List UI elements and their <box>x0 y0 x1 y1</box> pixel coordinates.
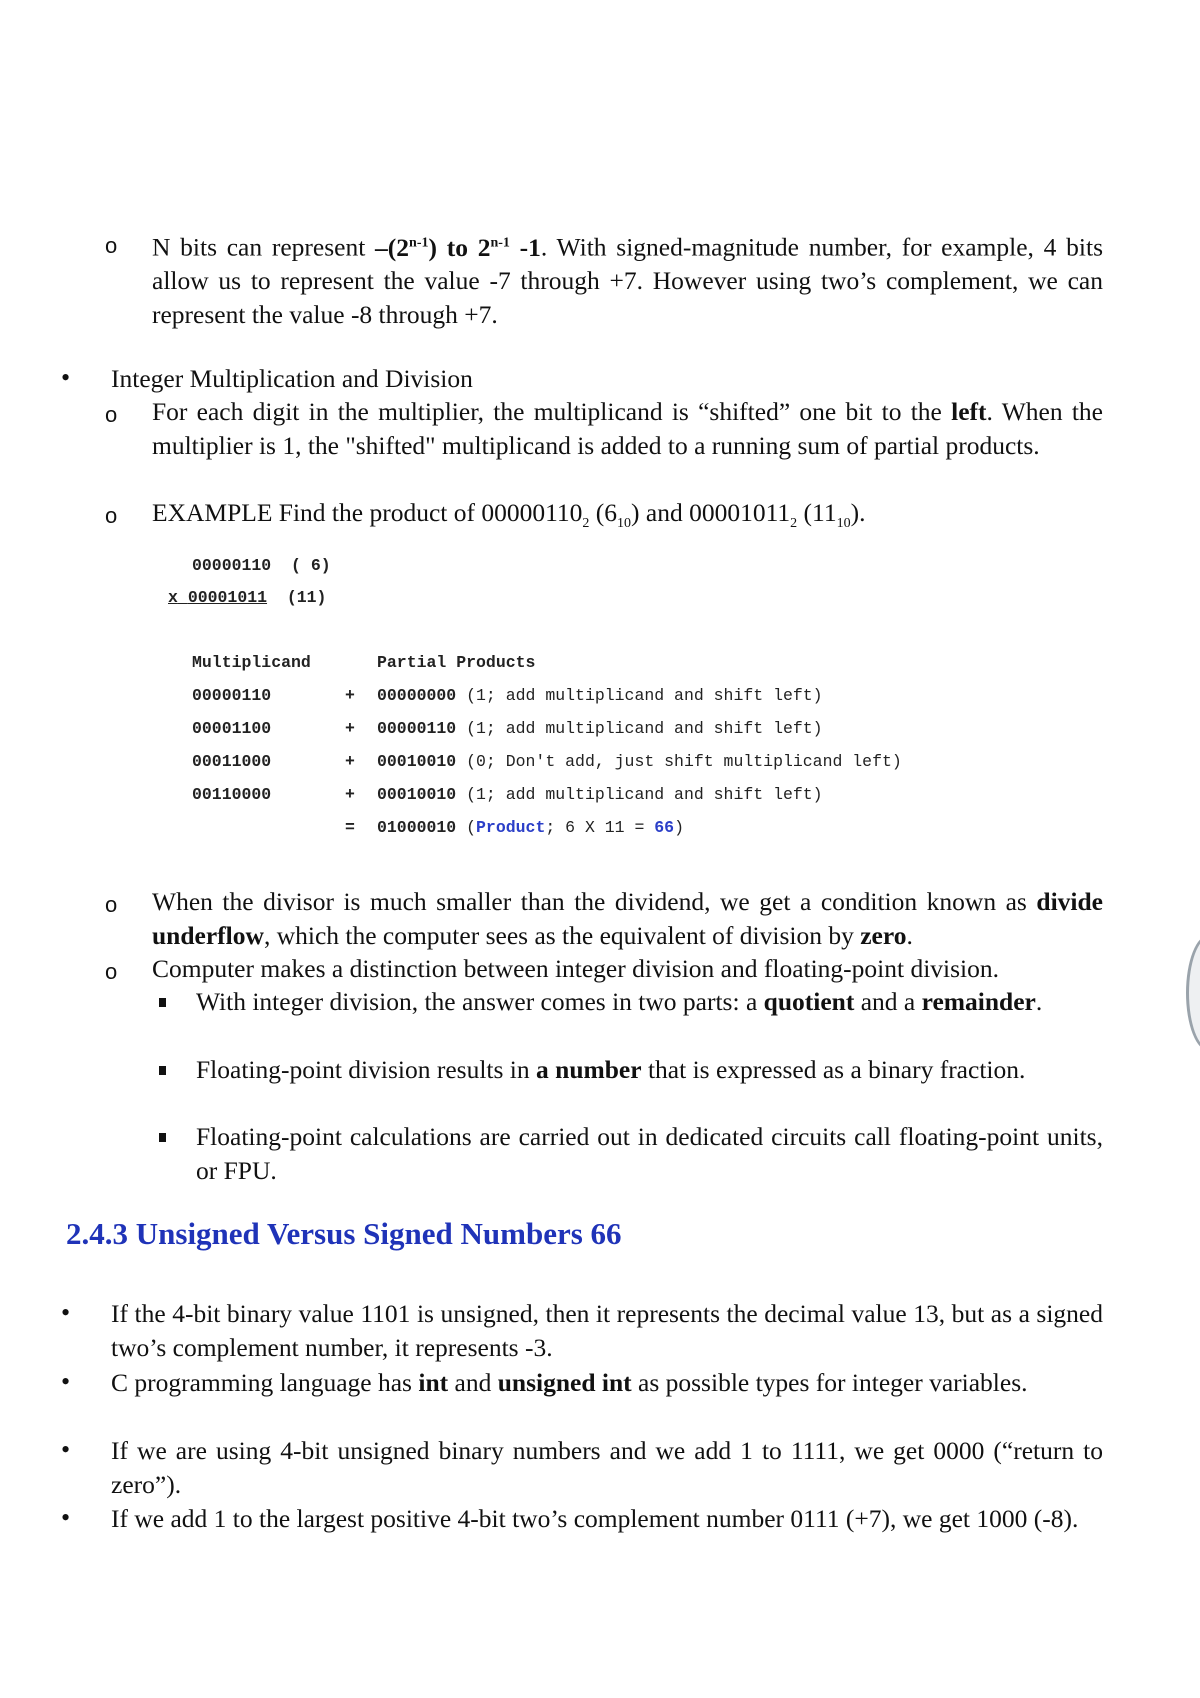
bullet-dot: • <box>61 1367 71 1396</box>
circle-bullet: o <box>105 959 118 984</box>
row-op: + <box>345 719 355 738</box>
example-sub-3: 2 <box>790 516 798 532</box>
circle-bullet: o <box>105 892 118 917</box>
bullet-integer-multiplication <box>61 362 1103 396</box>
header-multiplicand: Multiplicand <box>192 653 311 672</box>
n-bits-range-to: ) to 2 <box>428 232 491 262</box>
shift-left-bold: left <box>951 397 987 426</box>
square-bullet <box>159 1133 166 1142</box>
bullet-mult-text: Integer Multiplication and Division <box>111 364 473 393</box>
row-partial-value: 00000000 <box>377 686 457 705</box>
row-note: (1; add multiplicand and shift left) <box>456 785 823 804</box>
result-value: 01000010 <box>377 818 457 837</box>
example-text-1: EXAMPLE Find the product of 00000110 <box>152 498 583 527</box>
multiplier-value: 00001011 <box>187 588 268 607</box>
row-multiplicand: 00011000 <box>192 752 272 771</box>
float-text-1: Floating-point division results in <box>196 1055 537 1084</box>
square-item-fpu <box>196 1120 1103 1187</box>
bullet-1111 <box>61 1434 1103 1501</box>
distinction-text: Computer makes a distinction between integer division and floating-point division. <box>152 954 1000 983</box>
row-partial-value: 00010010 <box>377 752 457 771</box>
result-open: ( <box>456 818 477 837</box>
row-partial <box>377 752 902 772</box>
n-bits-text-1: N bits can represent <box>152 232 376 262</box>
result-op: = <box>345 818 355 837</box>
subitem-divide-underflow <box>105 885 1103 952</box>
fpu-text: Floating-point calculations are carried out in dedicated circuits call floating-point units, or FPU. <box>196 1122 1103 1185</box>
integer-text-3: . <box>1035 987 1043 1016</box>
example-sub-4: 10 <box>836 516 851 532</box>
bullet-1101-text: If the 4-bit binary value 1101 is unsigned, then it represents the decimal value 13, but as a signed two’s complement number, it represents -3. <box>111 1299 1103 1362</box>
row-op: + <box>345 785 355 804</box>
underflow-bold: divide underflow <box>152 887 1103 950</box>
row-multiplicand: 00110000 <box>192 785 272 804</box>
subitem-example <box>105 496 1103 541</box>
c-text-3: as possible types for integer variables. <box>631 1368 1028 1397</box>
row-partial <box>377 686 823 706</box>
example-text-2: (6 <box>589 498 618 527</box>
unsigned-int-bold: unsigned int <box>497 1368 632 1397</box>
header-partial-products: Partial Products <box>377 653 536 672</box>
bullet-0111-text: If we add 1 to the largest positive 4-bit two’s complement number 0111 (+7), we get 1000 (-8). <box>111 1504 1079 1533</box>
subitem-distinction <box>105 952 1112 986</box>
bullet-dot: • <box>61 1435 71 1464</box>
bullet-dot: • <box>61 1503 71 1532</box>
multiply-sign: x <box>168 588 178 607</box>
n-bits-range-minus-one: -1 <box>509 232 541 262</box>
bullet-dot: • <box>61 1298 71 1327</box>
example-text-3: ) and 00001011 <box>631 498 791 527</box>
bullet-c-language <box>61 1366 1103 1400</box>
row-note: (0; Don't add, just shift multiplicand left) <box>456 752 902 771</box>
integer-text-1: With integer division, the answer comes in two parts: a <box>196 987 764 1016</box>
result-label: Product <box>476 818 546 837</box>
subitem-n-bits <box>105 226 1103 331</box>
row-partial <box>377 719 823 739</box>
underflow-text-1: When the divisor is much smaller than the dividend, we get a condition known as <box>152 887 1037 916</box>
section-heading: 2.4.3 Unsigned Versus Signed Numbers 66 <box>66 1216 622 1251</box>
n-bits-exp-1: n-1 <box>409 235 429 250</box>
square-bullet <box>159 998 166 1007</box>
float-text-2: that is expressed as a binary fraction. <box>641 1055 1026 1084</box>
edge-scroll-handle[interactable] <box>1186 935 1200 1051</box>
square-item-floating-division <box>196 1053 1103 1087</box>
underflow-text-3: . <box>906 920 913 950</box>
square-bullet <box>159 1066 166 1075</box>
example-multiplier-line <box>168 588 326 608</box>
circle-bullet: o <box>105 233 118 258</box>
result-mid: ; 6 X 11 = <box>545 818 655 837</box>
underflow-text-2: , which the computer sees as the equivalent of division by <box>263 920 861 950</box>
shift-text-1: For each digit in the multiplier, the multiplicand is “shifted” one bit to the <box>152 397 952 426</box>
row-note: (1; add multiplicand and shift left) <box>456 686 823 705</box>
remainder-bold: remainder <box>921 987 1036 1016</box>
bullet-0111 <box>61 1502 1103 1536</box>
int-bold: int <box>418 1368 449 1397</box>
row-multiplicand: 00000110 <box>192 686 272 705</box>
c-text-1: C programming language has <box>111 1368 419 1397</box>
c-text-2: and <box>448 1368 498 1397</box>
zero-bold: zero <box>860 920 907 950</box>
row-op: + <box>345 686 355 705</box>
quotient-bold: quotient <box>763 987 855 1016</box>
n-bits-text-2: . With signed-magnitude number, for example, 4 bits allow us to represent the value -7 through +7. However using two’s complement, we can represent the value -8 through +7. <box>152 232 1103 329</box>
circle-bullet: o <box>105 402 118 427</box>
multiplier-note: (11) <box>267 588 327 607</box>
example-text-4: (11 <box>797 498 837 527</box>
example-multiplicand-line: 00000110 ( 6) <box>192 556 331 575</box>
integer-text-2: and a <box>854 987 922 1016</box>
row-partial-value: 00000110 <box>377 719 457 738</box>
bullet-dot: • <box>61 363 71 392</box>
square-item-integer-division <box>196 985 1103 1019</box>
shift-text-2: . When the multiplier is 1, the "shifted" multiplicand is added to a running sum of partial products. <box>152 397 1103 460</box>
row-multiplicand: 00001100 <box>192 719 272 738</box>
bullet-1111-text: If we are using 4-bit unsigned binary numbers and we add 1 to 1111, we get 0000 (“return to zero”). <box>111 1436 1103 1499</box>
bullet-1101 <box>61 1297 1103 1364</box>
row-partial-value: 00010010 <box>377 785 457 804</box>
row-op: + <box>345 752 355 771</box>
result-partial <box>377 818 684 838</box>
example-sub-1: 2 <box>582 516 590 532</box>
subitem-shift <box>105 395 1103 462</box>
example-text-5: ). <box>850 498 866 527</box>
example-sub-2: 10 <box>617 516 632 532</box>
row-partial <box>377 785 823 805</box>
row-note: (1; add multiplicand and shift left) <box>456 719 823 738</box>
n-bits-range-low: –(2 <box>375 232 410 262</box>
result-close: ) <box>674 818 684 837</box>
result-number: 66 <box>654 818 675 837</box>
n-bits-exp-2: n-1 <box>490 235 510 250</box>
a-number-bold: a number <box>536 1055 642 1084</box>
circle-bullet: o <box>105 503 118 528</box>
